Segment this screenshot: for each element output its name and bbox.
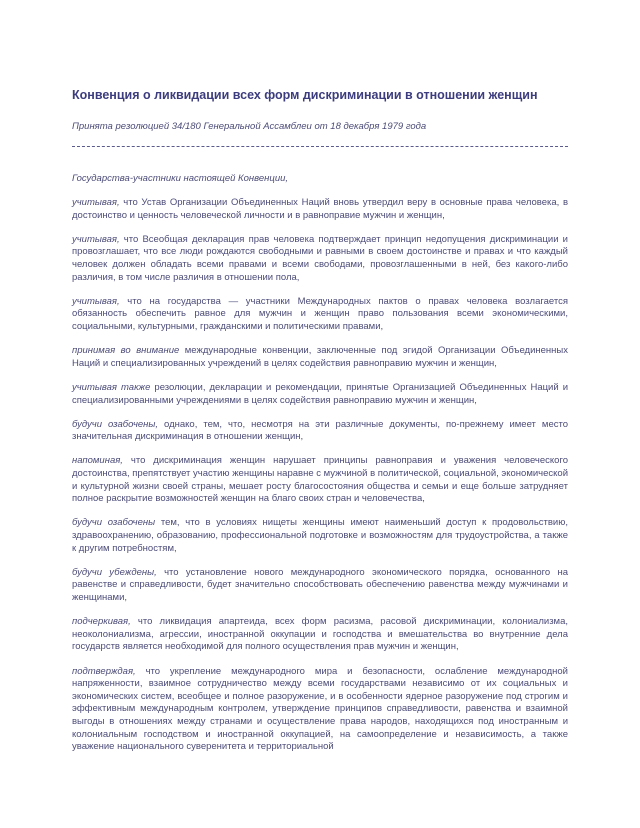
preamble-paragraph (72, 666, 568, 754)
paragraph-text: тем, что в условиях нищеты женщины имеют наименьший доступ к продовольствию, здравоохранению, образованию, профессиональной подготовке и возможностям для трудоустройства, а также к другим потребностям, (72, 517, 569, 554)
paragraph-lead-phrase: учитывая, (72, 197, 120, 209)
paragraph-text: однако, тем, что, несмотря на эти различные документы, по-прежнему имеет место значительная дискриминация в отношении женщин, (72, 418, 569, 443)
preamble-paragraph (72, 296, 568, 334)
paragraph-text: резолюции, декларации и рекомендации, принятые Организацией Объединенных Наций и специализированными учреждениями в целях содействия равноправию мужчин и женщин, (72, 381, 569, 406)
paragraph-lead-phrase: учитывая, (72, 233, 120, 245)
paragraph-lead-phrase: подчеркивая, (72, 616, 131, 628)
paragraph-lead-phrase: Государства-участники настоящей Конвенции, (72, 172, 289, 184)
preamble-paragraph (72, 197, 568, 222)
paragraph-text: что дискриминация женщин нарушает принципы равноправия и уважения человеческого достоинства, препятствует участию женщины наравне с мужчиной в политической, социальной, экономической и культурной жизни своей страны, мешает росту благосостояния общества и семьи и еще больше затрудняет полное раскрытие возможностей женщин на благо своих стран и человечества, (72, 455, 569, 505)
preamble-paragraph (72, 382, 568, 407)
preamble-paragraph (72, 517, 568, 555)
paragraph-lead-phrase: принимая во внимание (72, 345, 180, 357)
preamble-paragraph (72, 455, 568, 506)
paragraph-lead-phrase: будучи озабочены (72, 517, 156, 529)
paragraph-text: что Устав Организации Объединенных Наций вновь утвердил веру в основные права человека, в достоинство и ценность человеческой личности и в равноправие мужчин и женщин, (72, 197, 568, 221)
paragraph-text: что установление нового международного экономического порядка, основанного на равенстве и справедливости, будет значительно способствовать обеспечению равенства между мужчинами и женщинами, (72, 566, 569, 604)
preamble-paragraph (72, 345, 568, 370)
preamble-paragraph (72, 567, 568, 605)
preamble-paragraph (72, 616, 568, 654)
preamble-paragraph (72, 173, 568, 186)
paragraph-lead-phrase: напоминая, (72, 455, 123, 467)
paragraph-lead-phrase: будучи убеждены, (72, 566, 157, 578)
paragraph-text: что ликвидация апартеида, всех форм расизма, расовой дискриминации, колониализма, неоколониализма, агрессии, иностранной оккупации и господства и вмешательства во внутренние дела государств является необходимой для полного осуществления прав мужчин и женщин, (72, 616, 568, 653)
document-subtitle: Принята резолюцией 34/180 Генеральной Ассамблеи от 18 декабря 1979 года (72, 120, 427, 132)
paragraph-lead-phrase: будучи озабочены, (72, 418, 159, 430)
paragraph-lead-phrase: подтверждая, (72, 665, 136, 677)
paragraph-lead-phrase: учитывая также (72, 381, 151, 393)
preamble-paragraph (72, 234, 568, 285)
document-body (72, 173, 568, 754)
paragraph-text: международные конвенции, заключенные под эгидой Организации Объединенных Наций и специализированных учреждений в целях содействия равноправию мужчин и женщин, (72, 345, 568, 369)
paragraph-text: что Всеобщая декларация прав человека подтверждает принцип недопущения дискриминации и провозглашает, что все люди рождаются свободными и равными в своем достоинстве и правах и что каждый человек должен обладать всеми правами и всеми свободами, провозглашенными в ней, без какого-либо различия, в том числе различия в отношении пола, (72, 233, 568, 283)
paragraph-lead-phrase: учитывая, (72, 295, 120, 307)
paragraph-text: что на государства — участники Международных пактов о правах человека возлагается обязанность обеспечить равное для мужчин и женщин право пользования всеми экономическими, социальными, культурными, гражданскими и политическими правами, (72, 295, 568, 333)
document-title: Конвенция о ликвидации всех форм дискриминации в отношении женщин (72, 88, 538, 102)
preamble-paragraph (72, 419, 568, 444)
dashed-separator-line (72, 146, 568, 147)
paragraph-text: что укрепление международного мира и безопасности, ослабление международной напряженности, взаимное сотрудничество между всеми государствами независимо от их социальных и экономических систем, всеобщее и полное разоружение, и в особенности ядерное разоружение под строгим и эффективным международным контролем, утверждение принципов справедливости, равенства и взаимной выгоды в отношениях между странами и осуществление права народов, находящихся под иностранным и колониальным господством и иностранной оккупацией, на самоопределение и независимость, а также уважение национального суверенитета и территориальной (72, 665, 568, 753)
